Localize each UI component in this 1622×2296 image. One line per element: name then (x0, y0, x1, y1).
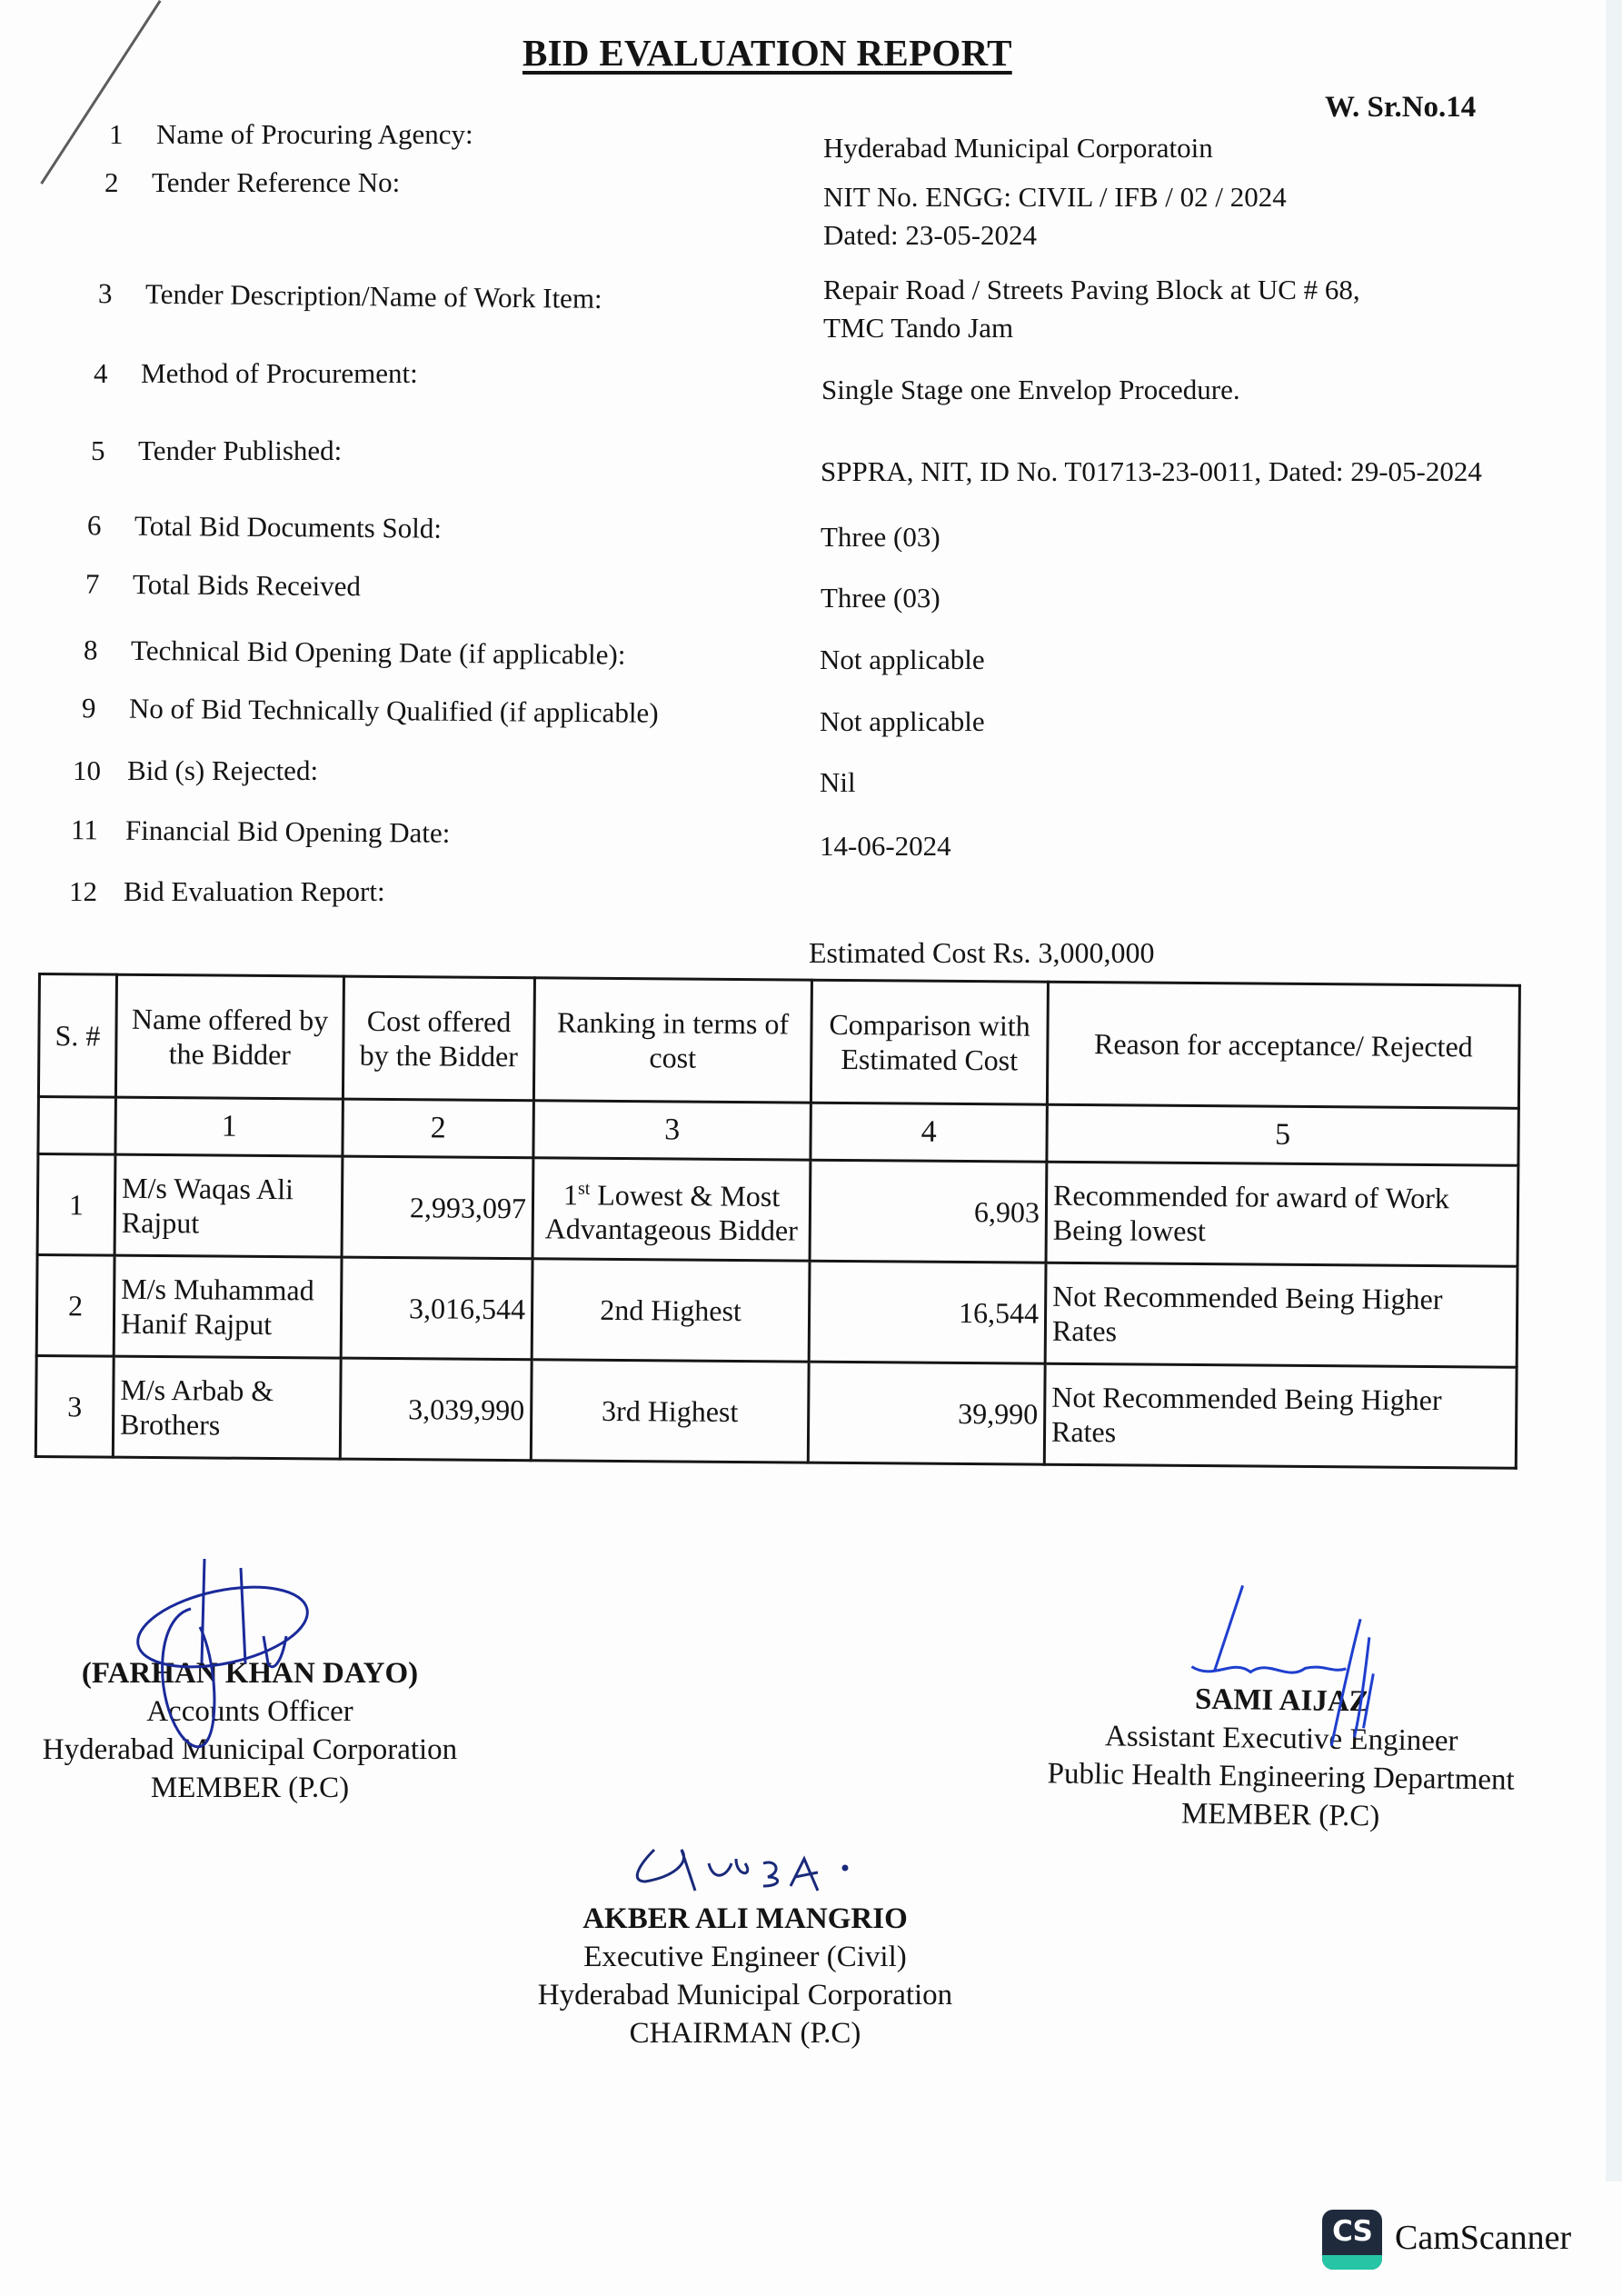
field-label-9: 9 No of Bid Technically Qualified (if applicable) (81, 692, 659, 729)
cell-cost: 3,039,990 (340, 1358, 532, 1461)
cell-comparison: 16,544 (809, 1261, 1046, 1363)
field-value-2: NIT No. ENGG: CIVIL / IFB / 02 / 2024 Dated: 23-05-2024 (823, 181, 1287, 251)
field-value-5: SPPRA, NIT, ID No. T01713-23-0011, Dated: 29-05-2024 (821, 455, 1482, 487)
index-cell: 4 (811, 1103, 1047, 1162)
signatory-designation: Assistant Executive Engineer (1104, 1720, 1458, 1758)
field-label-10: 10 Bid (s) Rejected: (73, 754, 319, 786)
cell-cost: 2,993,097 (342, 1156, 533, 1259)
cell-comparison: 39,990 (808, 1362, 1045, 1464)
field-value-4: Single Stage one Envelop Procedure. (821, 374, 1240, 405)
cell-cost: 3,016,544 (341, 1257, 532, 1360)
signatory-designation: Accounts Officer (146, 1695, 353, 1728)
signatory-block-chairman (509, 1900, 981, 2052)
header-ranking: Ranking in terms of cost (533, 978, 811, 1103)
cell-bidder-name: M/s Arbab & Brothers (113, 1356, 341, 1459)
header-bidder-name: Name offered by the Bidder (115, 974, 343, 1099)
cell-ranking: 3rd Highest (531, 1360, 809, 1462)
table-row (36, 1255, 1518, 1368)
cell-serial: 2 (36, 1255, 114, 1357)
index-cell: 2 (343, 1099, 533, 1158)
page-title: BID EVALUATION REPORT (522, 32, 1012, 74)
field-value-3: Repair Road / Streets Paving Block at UC # 68, TMC Tando Jam (823, 274, 1360, 344)
index-cell (38, 1097, 115, 1155)
signatory-role: CHAIRMAN (P.C) (629, 2017, 861, 2050)
field-value-1: Hyderabad Municipal Corporatoin (823, 132, 1213, 164)
field-label-8: 8 Technical Bid Opening Date (if applicable): (83, 634, 626, 671)
serial-number: W. Sr.No.14 (1325, 91, 1477, 124)
signatory-role: MEMBER (P.C) (150, 1772, 350, 1804)
estimated-cost: Estimated Cost Rs. 3,000,000 (809, 936, 1155, 969)
field-value-7: Three (03) (821, 582, 940, 614)
signature-sami (1177, 1580, 1416, 1765)
header-reason: Reason for acceptance/ Rejected (1047, 982, 1519, 1108)
table-header-row (38, 974, 1519, 1109)
signatory-name: SAMI AIJAZ (1194, 1682, 1369, 1719)
logo-accent-band (1322, 2255, 1382, 2270)
cell-reason: Not Recommended Being Higher Rates (1044, 1363, 1517, 1468)
header-serial: S. # (38, 974, 116, 1098)
signatory-designation: Executive Engineer (Civil) (583, 1941, 907, 1973)
pen-stroke-mark (40, 0, 161, 185)
signature-akber (627, 1841, 881, 1904)
logo-text: CS (1332, 2215, 1372, 2248)
table-row (35, 1355, 1517, 1468)
field-value-6: Three (03) (821, 521, 940, 553)
field-label-4: 4 Method of Procurement: (94, 357, 418, 389)
field-label-5: 5 Tender Published: (91, 434, 343, 466)
cell-ranking: 1st Lowest & Most Advantageous Bidder (532, 1158, 811, 1261)
signatory-block-accounts-officer (18, 1654, 482, 1807)
field-value-9: Not applicable (820, 705, 985, 737)
index-cell: 5 (1047, 1104, 1518, 1165)
cell-serial: 3 (35, 1355, 114, 1457)
camscanner-name: CamScanner (1395, 2219, 1572, 2257)
signatory-name: (FARHAN KHAN DAYO) (81, 1657, 419, 1690)
field-label-7: 7 Total Bids Received (85, 567, 362, 603)
signatory-block-assistant-engineer (1017, 1678, 1546, 1838)
cell-reason: Recommended for award of Work Being lowest (1046, 1162, 1518, 1266)
cell-reason: Not Recommended Being Higher Rates (1045, 1263, 1518, 1367)
cell-bidder-name: M/s Waqas Ali Rajput (114, 1154, 343, 1257)
signatory-role: MEMBER (P.C) (1180, 1797, 1380, 1833)
header-cost: Cost offered by the Bidder (343, 976, 534, 1101)
camscanner-logo-icon (1322, 2210, 1382, 2270)
table-row (37, 1154, 1518, 1267)
signatory-name: AKBER ALI MANGRIO (582, 1902, 908, 1935)
field-label-3: 3 Tender Description/Name of Work Item: (97, 277, 602, 314)
bid-evaluation-table (35, 973, 1521, 1470)
cell-comparison: 6,903 (810, 1160, 1047, 1263)
cell-bidder-name: M/s Muhammad Hanif Rajput (114, 1255, 342, 1358)
field-value-11: 14-06-2024 (820, 830, 951, 862)
field-value-10: Nil (820, 766, 856, 798)
signature-farhan (118, 1554, 336, 1791)
signatory-org: Hyderabad Municipal Corporation (537, 1979, 953, 2011)
field-label-1: 1 Name of Procuring Agency: (109, 118, 473, 150)
field-label-11: 11 Financial Bid Opening Date: (70, 814, 451, 849)
index-cell: 3 (533, 1101, 811, 1160)
field-label-2: 2 Tender Reference No: (104, 166, 401, 198)
field-label-6: 6 Total Bid Documents Sold: (86, 509, 443, 544)
field-value-8: Not applicable (820, 644, 985, 675)
cell-ranking: 2nd Highest (532, 1259, 810, 1362)
field-label-12: 12 Bid Evaluation Report: (69, 875, 385, 907)
cell-serial: 1 (37, 1154, 115, 1256)
header-comparison: Comparison with Estimated Cost (811, 980, 1048, 1104)
scan-edge (1606, 0, 1622, 2181)
signatory-org: Public Health Engineering Department (1047, 1757, 1515, 1797)
signatory-org: Hyderabad Municipal Corporation (42, 1733, 458, 1766)
index-cell: 1 (115, 1097, 343, 1156)
